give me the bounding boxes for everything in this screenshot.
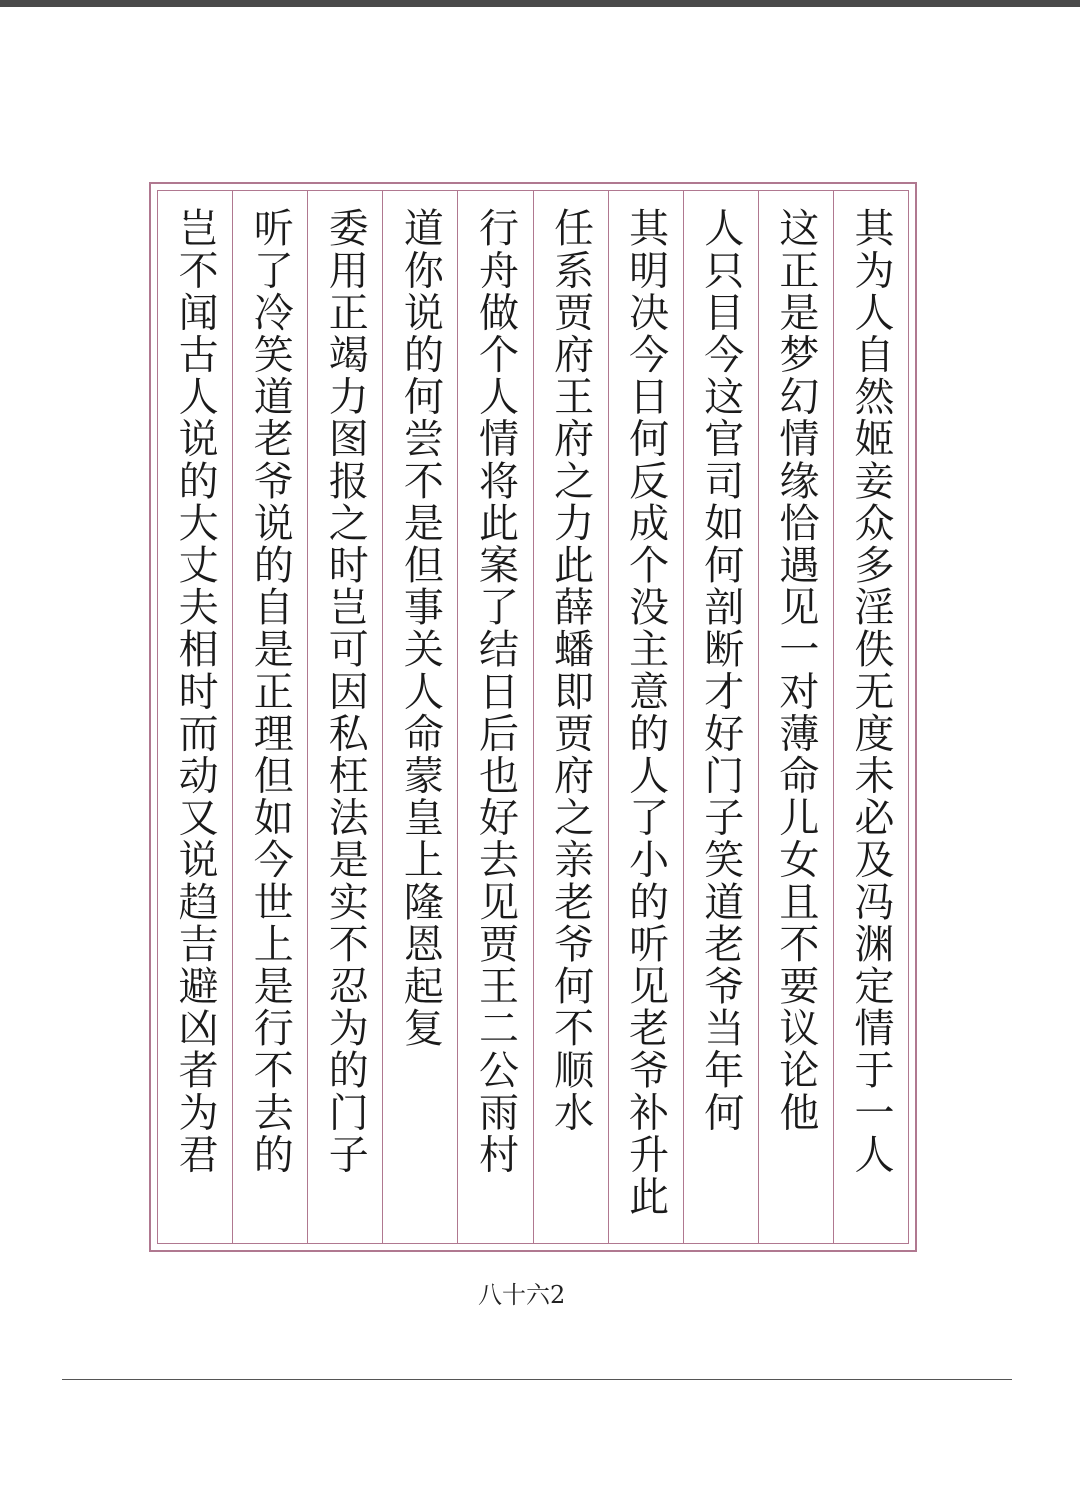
- manuscript-column-6: [457, 191, 532, 1243]
- column-text: 其为人自然姬妾众多淫佚无度未必及冯渊定情于一人: [847, 207, 894, 1176]
- column-text: 人只目今这官司如何剖断才好门子笑道老爷当年何: [697, 207, 744, 1134]
- column-text: 道你说的何尝不是但事关人命蒙皇上隆恩起复: [397, 207, 444, 1049]
- manuscript-column-8: [307, 191, 382, 1243]
- manuscript-column-2: [758, 191, 833, 1243]
- bottom-rule: [62, 1379, 1012, 1380]
- manuscript-column-10: [158, 191, 232, 1243]
- manuscript-column-7: [382, 191, 457, 1243]
- manuscript-grid: [157, 190, 909, 1244]
- column-text: 这正是梦幻情缘恰遇见一对薄命儿女且不要议论他: [772, 207, 819, 1134]
- page-number: 八十六2: [478, 1281, 566, 1309]
- column-text: 岂不闻古人说的大丈夫相时而动又说趋吉避凶者为君: [172, 207, 219, 1176]
- column-text: 委用正竭力图报之时岂可因私枉法是实不忍为的门子: [322, 207, 369, 1176]
- manuscript-column-3: [683, 191, 758, 1243]
- manuscript-column-5: [533, 191, 608, 1243]
- manuscript-column-1: [833, 191, 908, 1243]
- column-text: 任系贾府王府之力此薛蟠即贾府之亲老爷何不顺水: [547, 207, 594, 1134]
- column-text: 听了冷笑道老爷说的自是正理但如今世上是行不去的: [247, 207, 294, 1176]
- column-text: 其明决今日何反成个没主意的人了小的听见老爷补升此: [622, 207, 669, 1218]
- manuscript-column-4: [608, 191, 683, 1243]
- scan-top-edge: [0, 0, 1080, 7]
- column-text: 行舟做个人情将此案了结日后也好去见贾王二公雨村: [472, 207, 519, 1176]
- manuscript-column-9: [232, 191, 307, 1243]
